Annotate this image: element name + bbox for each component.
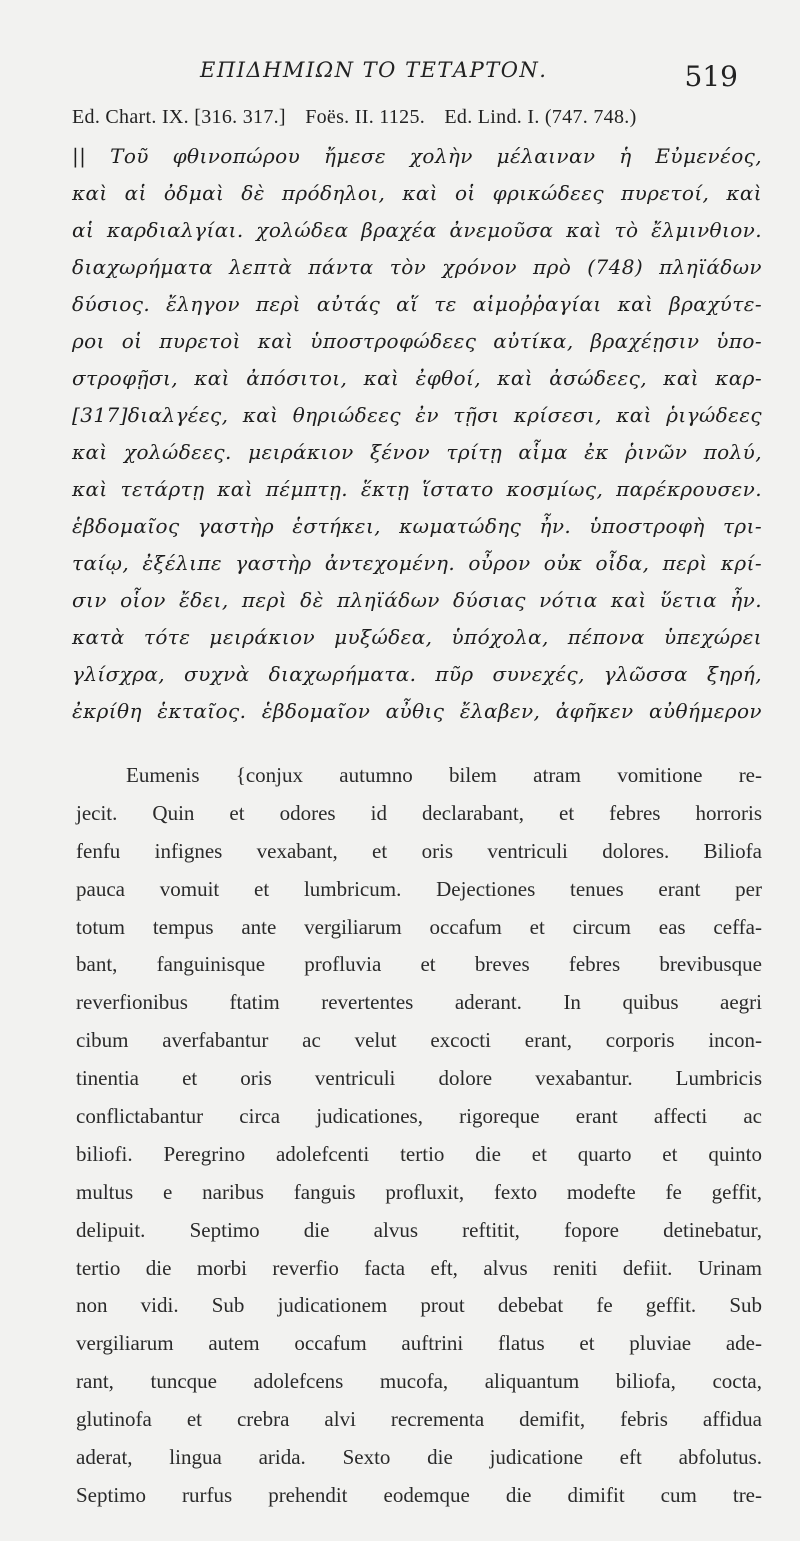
latin-line: delipuit. Septimo die alvus reftitit, fopore detinebatur,	[76, 1217, 762, 1242]
latin-line: aderat, lingua arida. Sexto die judicatione eft abfolutus.	[76, 1445, 762, 1470]
running-title: ΕΠΙΔΗΜΙΩΝ ΤΟ ΤΕΤΑΡΤΟΝ.	[200, 58, 548, 82]
greek-text-block	[72, 138, 762, 730]
latin-line: cibum averfabantur ac velut excocti erant, corporis incon-	[76, 1028, 762, 1053]
latin-line: pauca vomuit et lumbricum. Dejectiones tenues erant per	[76, 876, 762, 901]
greek-line: αἱ καρδιαλγίαι. χολώδεα βραχέα ἀνεμοῦσα καὶ τὸ ἔλμινθιον.	[72, 218, 762, 242]
greek-line: διαχωρήματα λεπτὰ πάντα τὸν χρόνον πρὸ (748) πληϊάδων	[72, 255, 762, 279]
greek-line: καὶ αἱ ὀδμαὶ δὲ πρόδηλοι, καὶ οἱ φρικώδεες πυρετοί, καὶ	[72, 181, 762, 205]
greek-line: στροφῇσι, καὶ ἀπόσιτοι, καὶ ἐφθοί, καὶ ἀσώδεες, καὶ καρ-	[72, 366, 762, 390]
latin-line: reverfionibus ftatim revertentes aderant. In quibus aegri	[76, 990, 762, 1015]
latin-line: non vidi. Sub judicationem prout debebat fe geffit. Sub	[76, 1293, 762, 1318]
greek-line: καὶ χολώδεες. μειράκιον ξένον τρίτῃ αἷμα ἐκ ῥινῶν πολύ,	[72, 440, 762, 464]
latin-line: multus e naribus fanguis profluxit, fexto modefte fe geffit,	[76, 1179, 762, 1204]
page-number: 519	[684, 60, 738, 93]
latin-line: totum tempus ante vergiliarum occafum et circum eas ceffa-	[76, 914, 762, 939]
latin-line: glutinofa et crebra alvi recrementa demifit, febris affidua	[76, 1407, 762, 1432]
greek-line: ἑβδομαῖος γαστὴρ ἑστήκει, κωματώδης ἦν. ὑποστροφὴ τρι-	[72, 514, 762, 538]
latin-line: Eumenis {conjux autumno bilem atram vomitione re-	[126, 763, 762, 787]
edition-ref-foesius: Foës. II. 1125.	[305, 106, 426, 128]
edition-ref-chartier: Ed. Chart. IX. [316. 317.]	[72, 106, 286, 128]
latin-line: rant, tuncque adolefcens mucofa, aliquantum biliofa, cocta,	[76, 1369, 762, 1394]
greek-line: ροι οἱ πυρετοὶ καὶ ὑποστροφώδεες αὐτίκα, βραχέῃσιν ὑπο-	[72, 329, 762, 353]
latin-line: vergiliarum autem occafum auftrini flatus et pluviae ade-	[76, 1331, 762, 1356]
edition-ref-linden: Ed. Lind. I. (747. 748.)	[444, 106, 637, 128]
latin-line: tertio die morbi reverfio facta eft, alvus reniti defiit. Urinam	[76, 1255, 762, 1280]
greek-line: || Τοῦ φθινοπώρου ἤμεσε χολὴν μέλαιναν ἡ Εὐμενέος,	[72, 144, 762, 168]
greek-line: γλίσχρα, συχνὰ διαχωρήματα. πῦρ συνεχές, γλῶσσα ξηρή,	[72, 662, 762, 686]
greek-line: ἐκρίθη ἑκταῖος. ἑβδομαῖον αὖθις ἔλαβεν, ἀφῆκεν αὐθήμερον	[72, 699, 762, 723]
latin-line: fenfu infignes vexabant, et oris ventriculi dolores. Biliofa	[76, 838, 762, 863]
latin-line: Septimo rurfus prehendit eodemque die dimifit cum tre-	[76, 1482, 762, 1507]
latin-line: conflictabantur circa judicationes, rigoreque erant affecti ac	[76, 1104, 762, 1129]
latin-text-block	[76, 757, 762, 1515]
greek-line: καὶ τετάρτῃ καὶ πέμπτῃ. ἕκτῃ ἵστατο κοσμίως, παρέκρουσεν.	[72, 477, 762, 501]
greek-line: κατὰ τότε μειράκιον μυξώδεα, ὑπόχολα, πέπονα ὑπεχώρει	[72, 625, 762, 649]
latin-line: biliofi. Peregrino adolefcenti tertio die et quarto et quinto	[76, 1141, 762, 1166]
latin-line: bant, fanguinisque profluvia et breves febres brevibusque	[76, 952, 762, 977]
greek-line: ταίῳ, ἐξέλιπε γαστὴρ ἀντεχομένη. οὖρον οὐκ οἶδα, περὶ κρί-	[72, 551, 762, 575]
latin-line: tinentia et oris ventriculi dolore vexabantur. Lumbricis	[76, 1066, 762, 1091]
greek-line: [317]διαλγέες, καὶ θηριώδεες ἐν τῇσι κρίσεσι, καὶ ῥιγώδεες	[72, 403, 762, 427]
edition-references	[72, 106, 762, 129]
page-header	[200, 56, 740, 104]
greek-line: σιν οἷον ἔδει, περὶ δὲ πληϊάδων δύσιας νότια καὶ ὕετια ἦν.	[72, 588, 762, 612]
greek-line: δύσιος. ἔληγον περὶ αὐτάς αἵ τε αἱμοῤῥαγίαι καὶ βραχύτε-	[72, 292, 762, 316]
latin-line: jecit. Quin et odores id declarabant, et febres horroris	[76, 800, 762, 825]
